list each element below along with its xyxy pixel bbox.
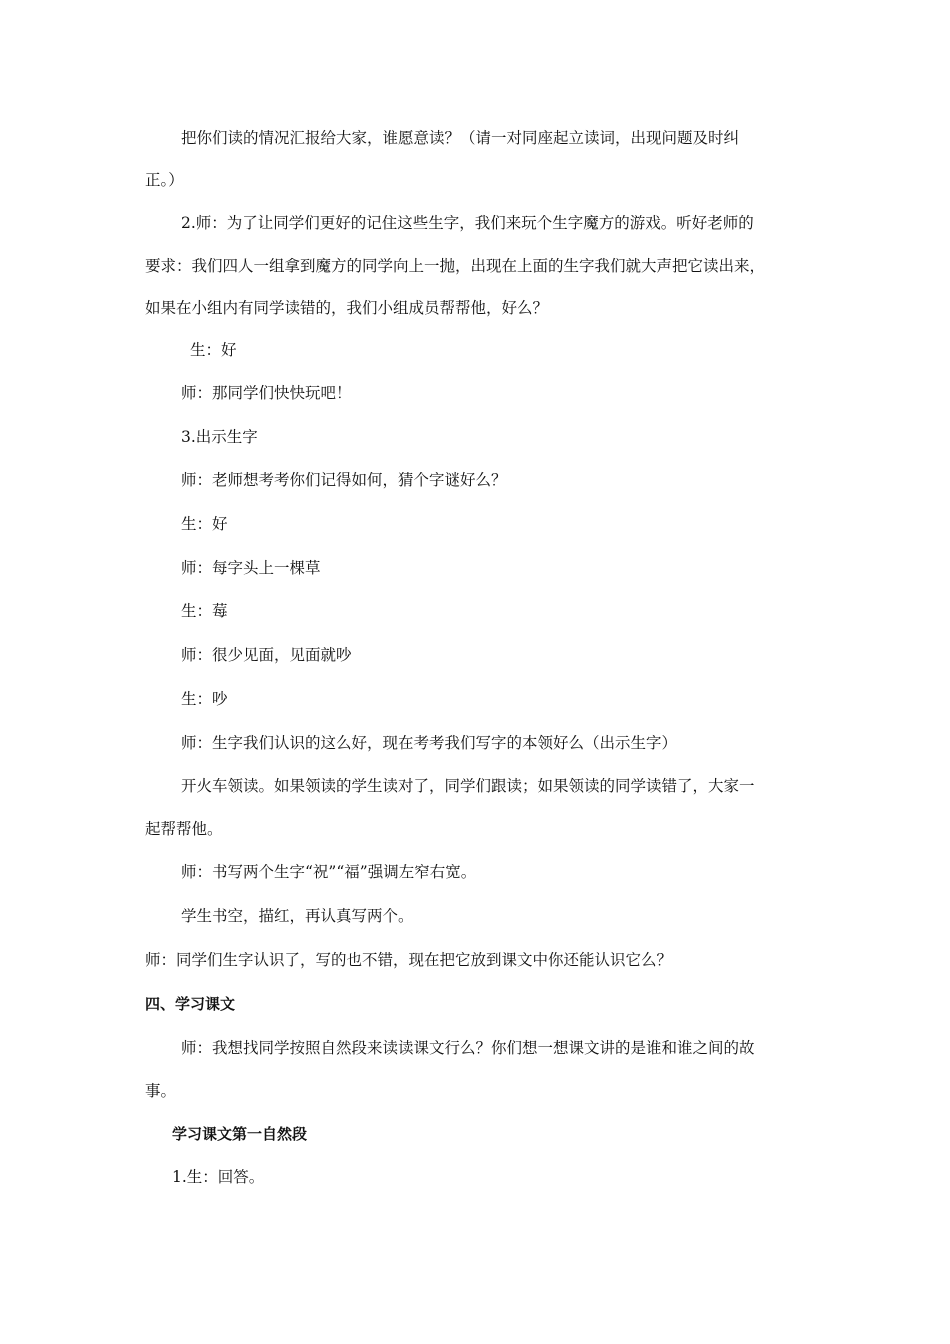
paragraph-line: 事。 [145,1082,177,1100]
dialogue-line: 师：老师想考考你们记得如何，猜个字谜好么？ [181,471,507,489]
subsection-heading: 学习课文第一自然段 [172,1125,308,1143]
paragraph-line: 把你们读的情况汇报给大家，谁愿意读？（请一对同座起立读词，出现问题及时纠 [181,129,740,147]
paragraph-line: 起帮帮他。 [145,820,223,838]
dialogue-line: 师：生字我们认识的这么好，现在考考我们写字的本领好么（出示生字） [181,734,678,752]
dialogue-line: 师：很少见面，见面就吵 [181,646,352,664]
paragraph-line: 师：我想找同学按照自然段来读读课文行么？你们想一想课文讲的是谁和谁之间的故 [181,1039,755,1057]
section-heading: 四、学习课文 [145,995,236,1013]
dialogue-line: 生：好 [181,515,228,533]
paragraph-line: 学生书空，描红，再认真写两个。 [181,907,414,925]
paragraph-line: 正。） [145,171,184,189]
dialogue-line: 师：那同学们快快玩吧！ [181,384,352,402]
step-heading: 3.出示生字 [181,428,258,446]
paragraph-line: 要求：我们四人一组拿到魔方的同学向上一抛，出现在上面的生字我们就大声把它读出来， [145,257,766,275]
paragraph-line: 如果在小组内有同学读错的，我们小组成员帮帮他，好么？ [145,299,549,317]
dialogue-line: 师：每字头上一棵草 [181,559,321,577]
paragraph-line: 开火车领读。如果领读的学生读对了，同学们跟读；如果领读的同学读错了，大家一 [181,777,755,795]
dialogue-line: 师：书写两个生字“祝”“福”强调左窄右宽。 [181,863,477,881]
paragraph-line: 1.生：回答。 [172,1168,265,1186]
paragraph-line: 2.师：为了让同学们更好的记住这些生字，我们来玩个生字魔方的游戏。听好老师的 [181,214,754,232]
dialogue-line: 生：好 [190,341,237,359]
dialogue-line: 师：同学们生字认识了，写的也不错，现在把它放到课文中你还能认识它么？ [145,951,673,969]
dialogue-line: 生：吵 [181,690,228,708]
dialogue-line: 生：莓 [181,602,228,620]
